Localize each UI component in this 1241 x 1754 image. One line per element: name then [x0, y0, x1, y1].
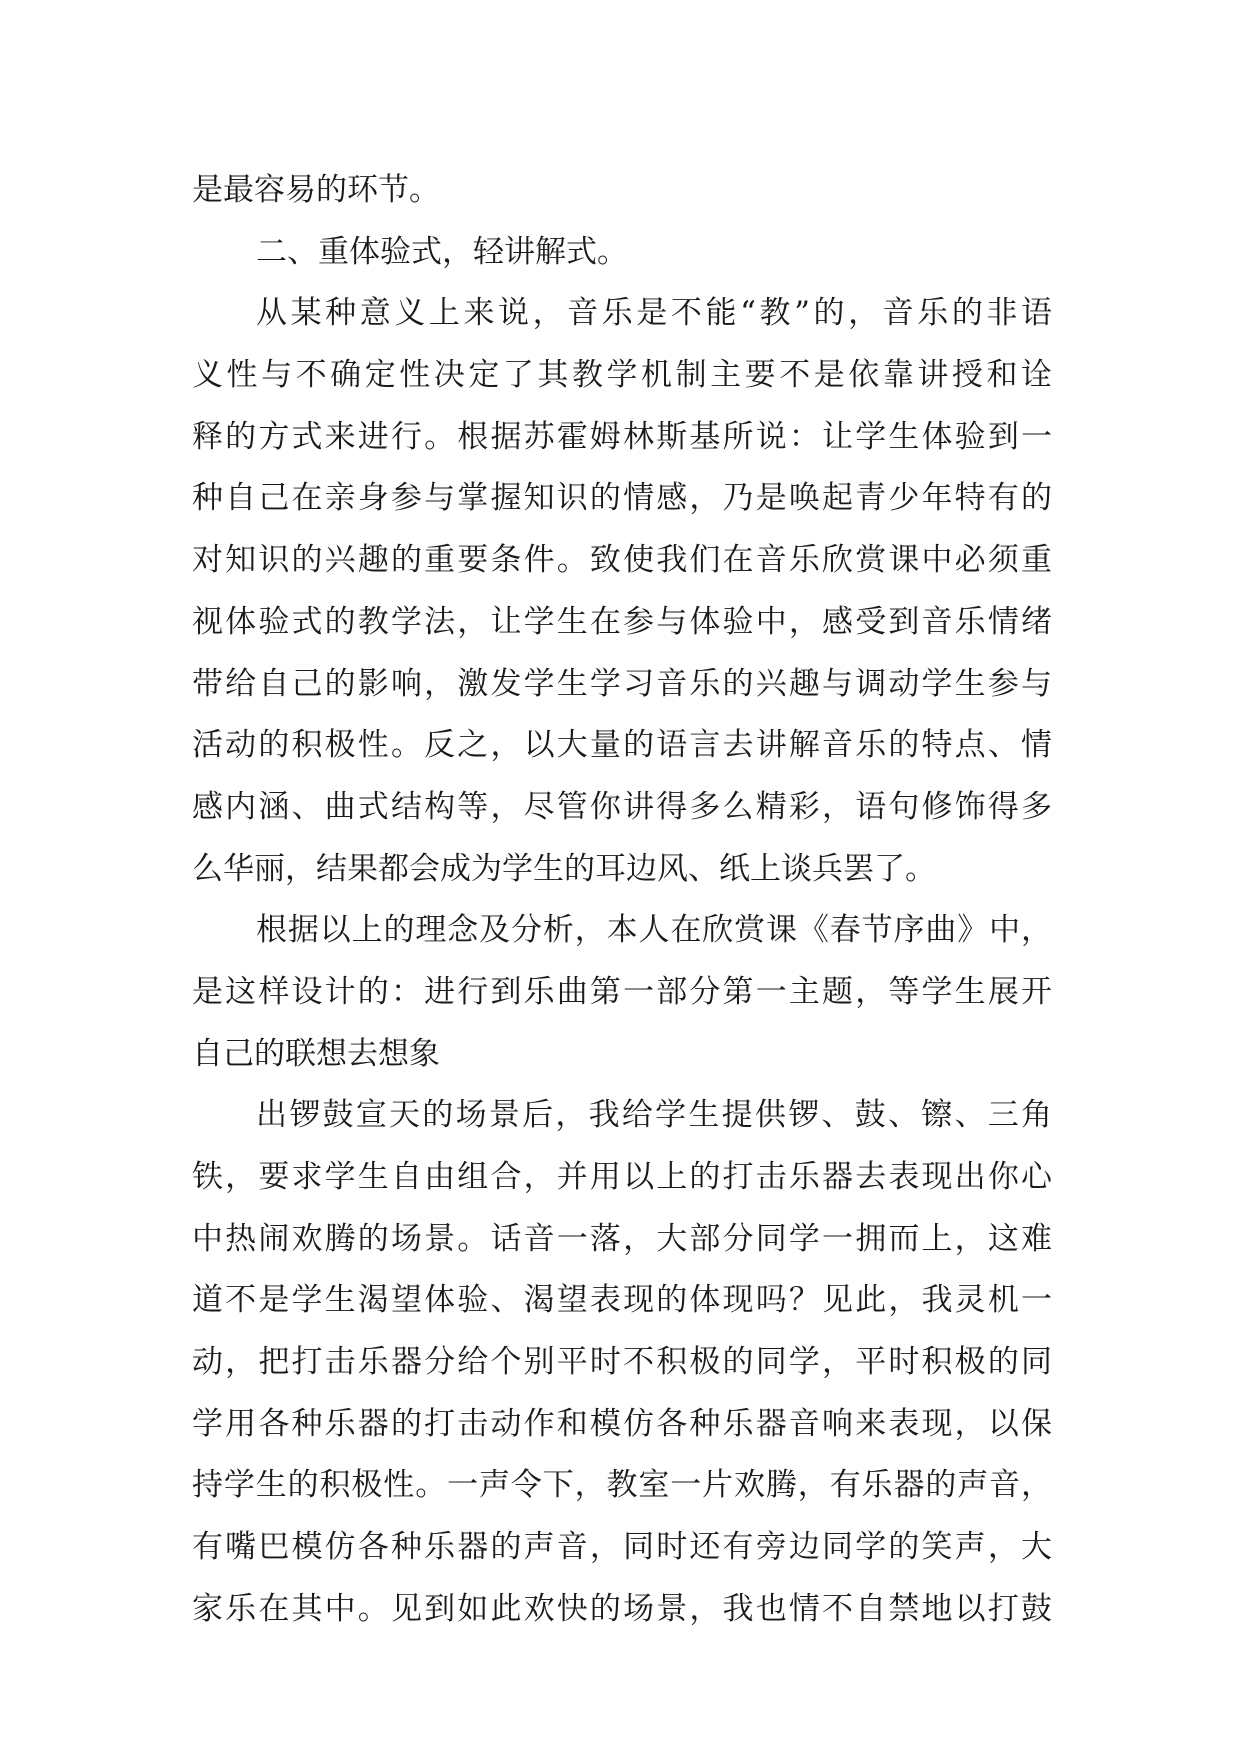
text-line: 是最容易的环节。 — [192, 172, 440, 208]
text-line: 家乐在其中。见到如此欢快的场景，我也情不自禁地以打鼓 — [192, 1590, 1052, 1627]
text-line: 学用各种乐器的打击动作和模仿各种乐器音响来表现，以保 — [192, 1405, 1052, 1442]
section-heading: 二、重体验式，轻讲解式。 — [256, 233, 628, 270]
text-line: 活动的积极性。反之，以大量的语言去讲解音乐的特点、情 — [192, 727, 1052, 764]
text-line: 持学生的积极性。一声令下，教室一片欢腾，有乐器的声音， — [192, 1467, 1052, 1504]
document-body — [192, 160, 1052, 1641]
text-line: 铁，要求学生自由组合，并用以上的打击乐器去表现出你心 — [192, 1159, 1052, 1195]
text-line: 种自己在亲身参与掌握知识的情感，乃是唤起青少年特有的 — [192, 480, 1052, 517]
text-line: 中热闹欢腾的场景。话音一落，大部分同学一拥而上，这难 — [192, 1220, 1052, 1257]
text-line: 视体验式的教学法，让学生在参与体验中，感受到音乐情绪 — [192, 603, 1052, 640]
text-line: 么华丽，结果都会成为学生的耳边风、纸上谈兵罢了。 — [192, 850, 936, 887]
text-line: 义性与不确定性决定了其教学机制主要不是依靠讲授和诠 — [192, 357, 1052, 394]
text-line: 对知识的兴趣的重要条件。致使我们在音乐欣赏课中必须重 — [192, 542, 1052, 579]
text-line: 动，把打击乐器分给个别平时不积极的同学，平时积极的同 — [192, 1344, 1052, 1381]
text-line: 是这样设计的：进行到乐曲第一部分第一主题，等学生展开 — [192, 973, 1052, 1010]
text-line: 出锣鼓宣天的场景后，我给学生提供锣、鼓、镲、三角 — [256, 1097, 1052, 1134]
text-line: 释的方式来进行。根据苏霍姆林斯基所说：让学生体验到一 — [192, 418, 1052, 455]
text-line: 感内涵、曲式结构等，尽管你讲得多么精彩，语句修饰得多 — [192, 788, 1052, 825]
text-line: 自己的联想去想象 — [192, 1035, 440, 1072]
text-line: 根据以上的理念及分析，本人在欣赏课《春节序曲》中， — [256, 912, 1052, 949]
text-line: 带给自己的影响，激发学生学习音乐的兴趣与调动学生参与 — [192, 665, 1052, 702]
text-line: 道不是学生渴望体验、渴望表现的体现吗？见此，我灵机一 — [192, 1282, 1052, 1319]
text-line: 有嘴巴模仿各种乐器的声音，同时还有旁边同学的笑声，大 — [192, 1529, 1052, 1566]
text-line: 从某种意义上来说，音乐是不能“教”的，音乐的非语 — [256, 295, 1052, 332]
